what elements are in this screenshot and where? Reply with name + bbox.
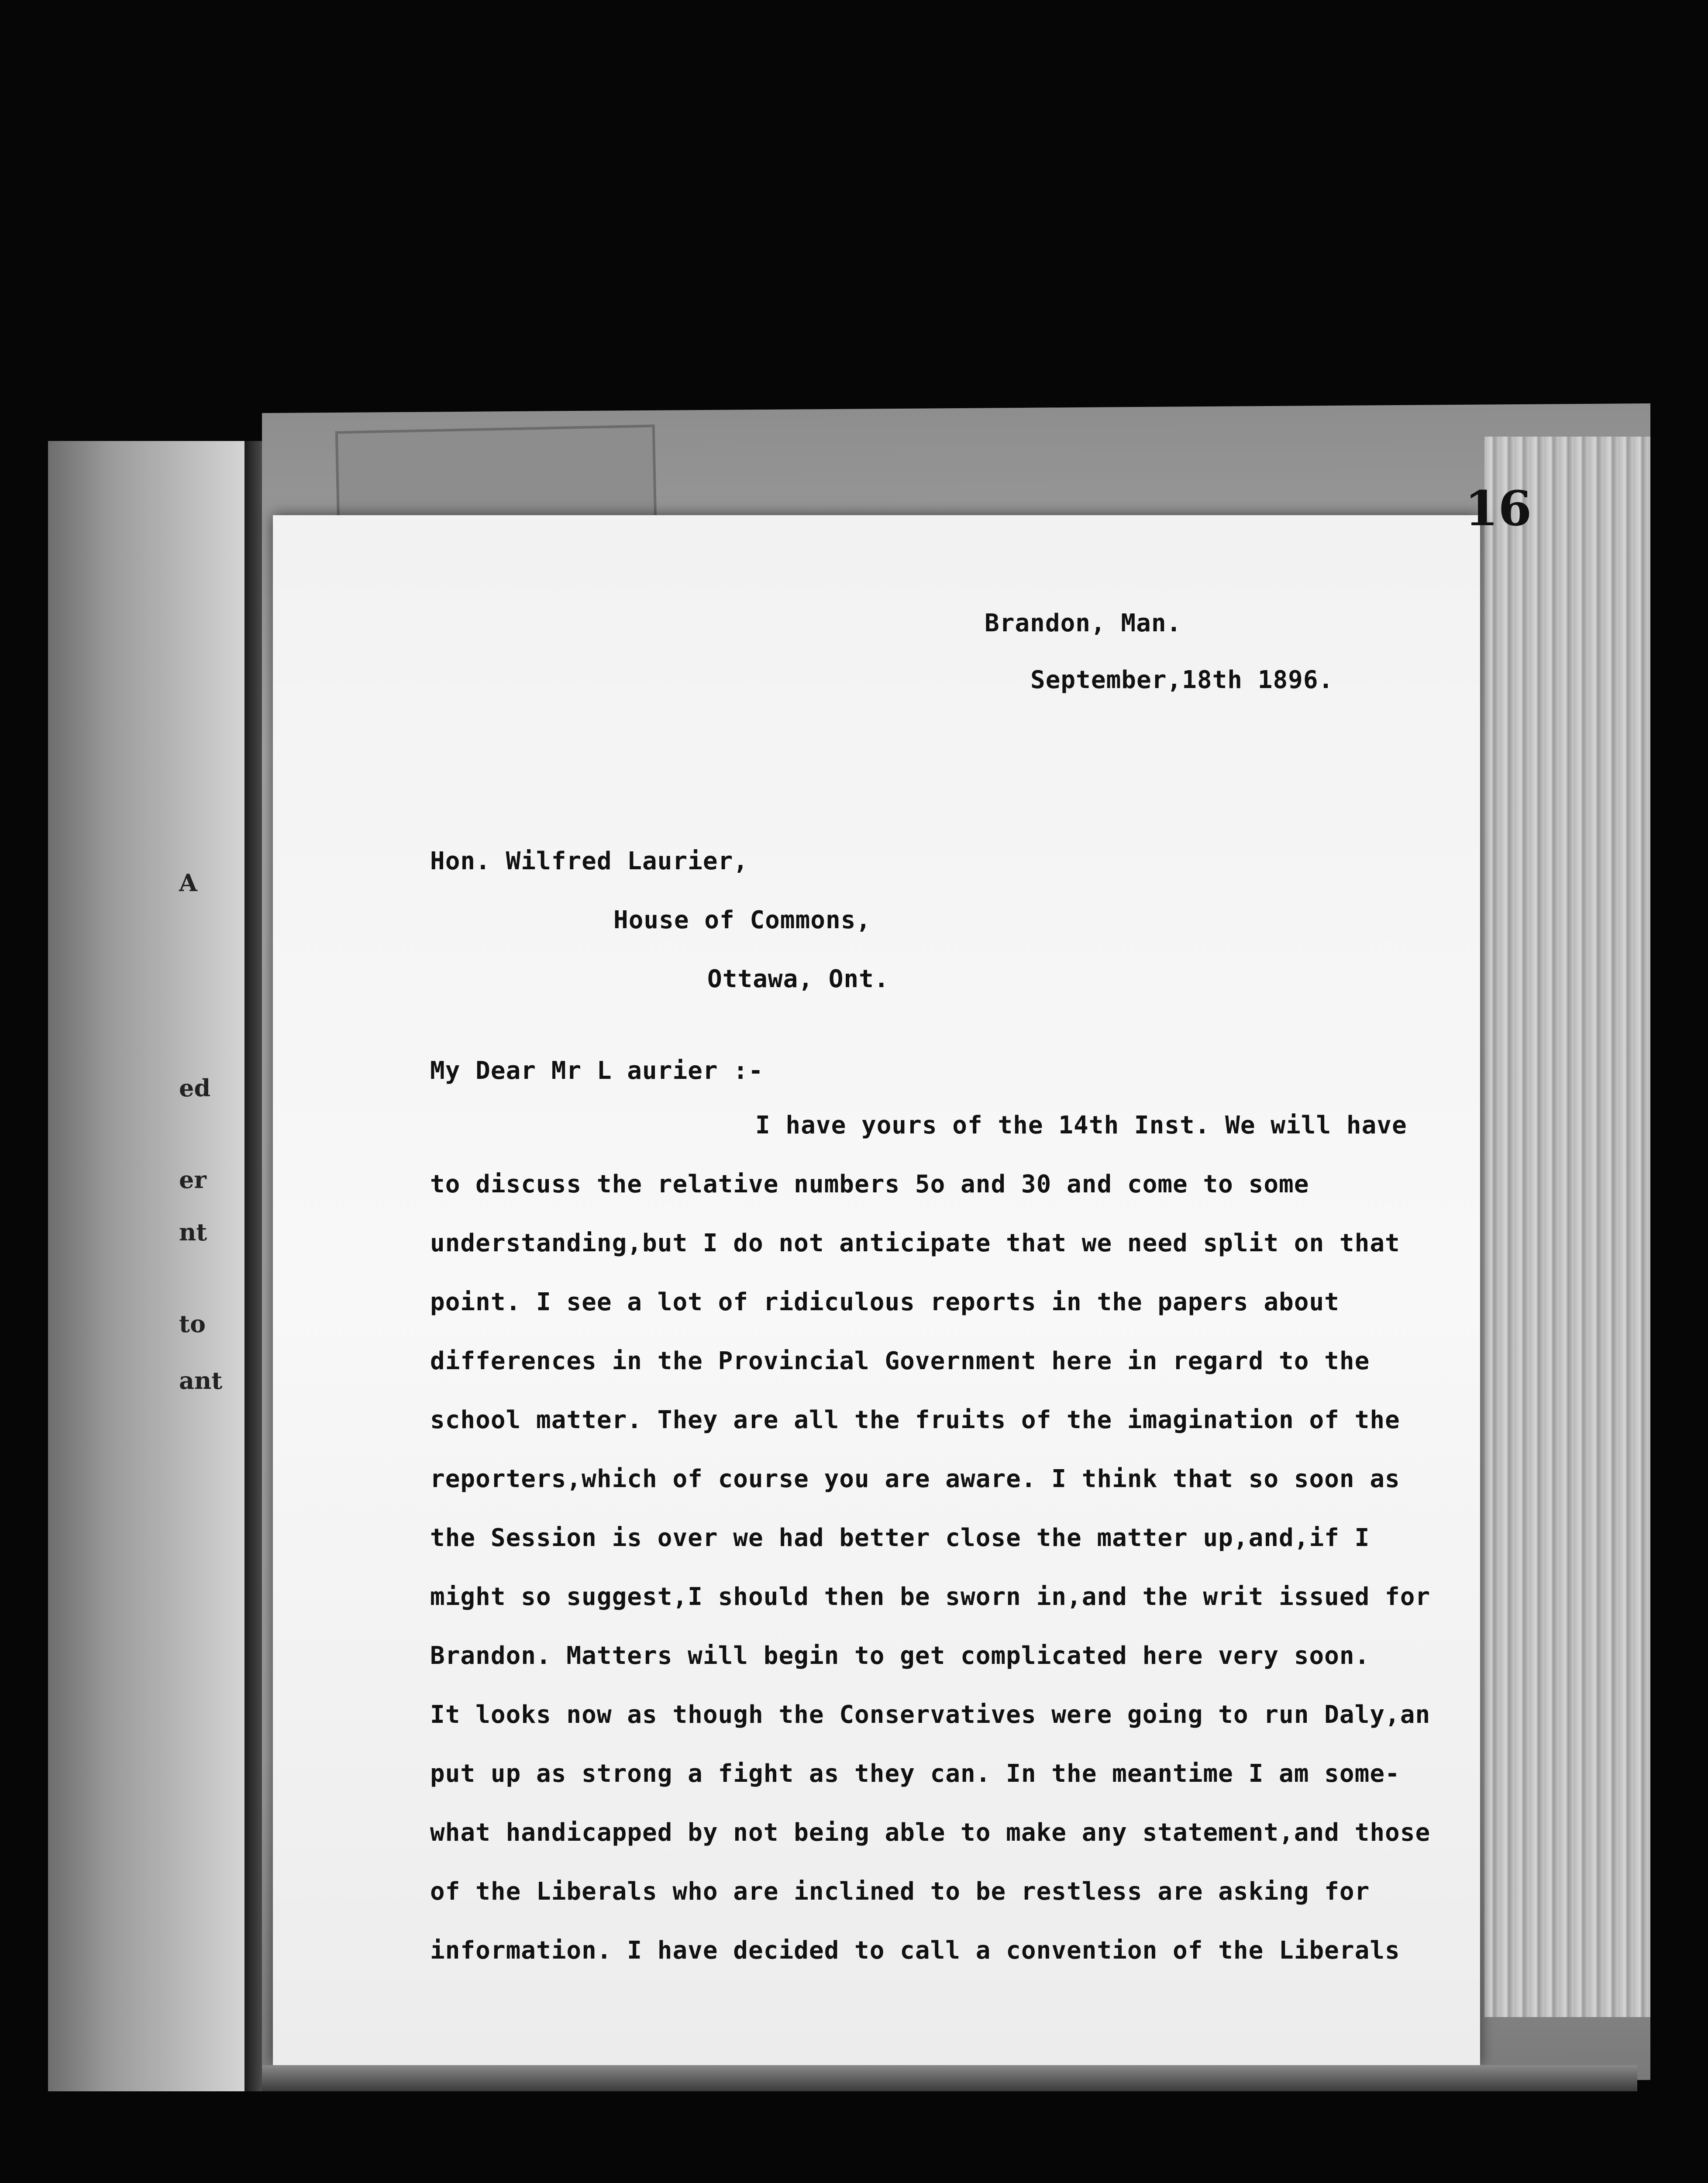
- body-line: school matter. They are all the fruits of the imagination of the: [430, 1406, 1400, 1434]
- stacked-sheet-edges: [1484, 437, 1650, 2017]
- page-fold-shadow: [244, 441, 262, 2091]
- letter-place: Brandon, Man.: [985, 609, 1182, 637]
- adjacent-page-fragment: nt: [179, 1218, 207, 1246]
- recipient-line: Hon. Wilfred Laurier,: [430, 847, 749, 875]
- body-line: of the Liberals who are inclined to be restless are asking for: [430, 1877, 1370, 1906]
- adjacent-page-fragment: ant: [179, 1367, 223, 1395]
- body-line: to discuss the relative numbers 5o and 30 and come to some: [430, 1170, 1309, 1198]
- letter-date: September,18th 1896.: [1030, 666, 1334, 694]
- adjacent-page-strip: [48, 441, 253, 2091]
- recipient-line: Ottawa, Ont.: [707, 965, 889, 993]
- body-line: the Session is over we had better close the matter up,and,if I: [430, 1524, 1370, 1552]
- adjacent-page-fragment: A: [179, 869, 197, 897]
- body-line: reporters,which of course you are aware. I think that so soon as: [430, 1465, 1400, 1493]
- recipient-line: House of Commons,: [613, 906, 871, 934]
- adjacent-page-fragment: ed: [179, 1074, 211, 1102]
- body-line: information. I have decided to call a convention of the Liberals: [430, 1936, 1400, 1965]
- body-line: I have yours of the 14th Inst. We will have: [755, 1111, 1407, 1140]
- body-line: Brandon. Matters will begin to get complicated here very soon.: [430, 1642, 1370, 1670]
- body-line: what handicapped by not being able to make any statement,and those: [430, 1818, 1431, 1847]
- body-line: put up as strong a fight as they can. In the meantime I am some-: [430, 1759, 1400, 1788]
- body-line: point. I see a lot of ridiculous reports in the papers about: [430, 1288, 1340, 1316]
- page-number: 16: [1465, 480, 1532, 537]
- adjacent-page-fragment: er: [179, 1166, 207, 1194]
- sheet-bottom-edge: [262, 2065, 1637, 2091]
- adjacent-page-margin: [48, 441, 253, 2091]
- body-line: understanding,but I do not anticipate that we need split on that: [430, 1229, 1400, 1257]
- salutation: My Dear Mr L aurier :-: [430, 1057, 764, 1085]
- adjacent-page-fragment: to: [179, 1310, 206, 1338]
- paper-tab: [335, 424, 657, 528]
- body-line: differences in the Provincial Government here in regard to the: [430, 1347, 1370, 1375]
- body-line: It looks now as though the Conservatives were going to run Daly,an: [430, 1701, 1431, 1729]
- body-line: might so suggest,I should then be sworn in,and the writ issued for: [430, 1583, 1431, 1611]
